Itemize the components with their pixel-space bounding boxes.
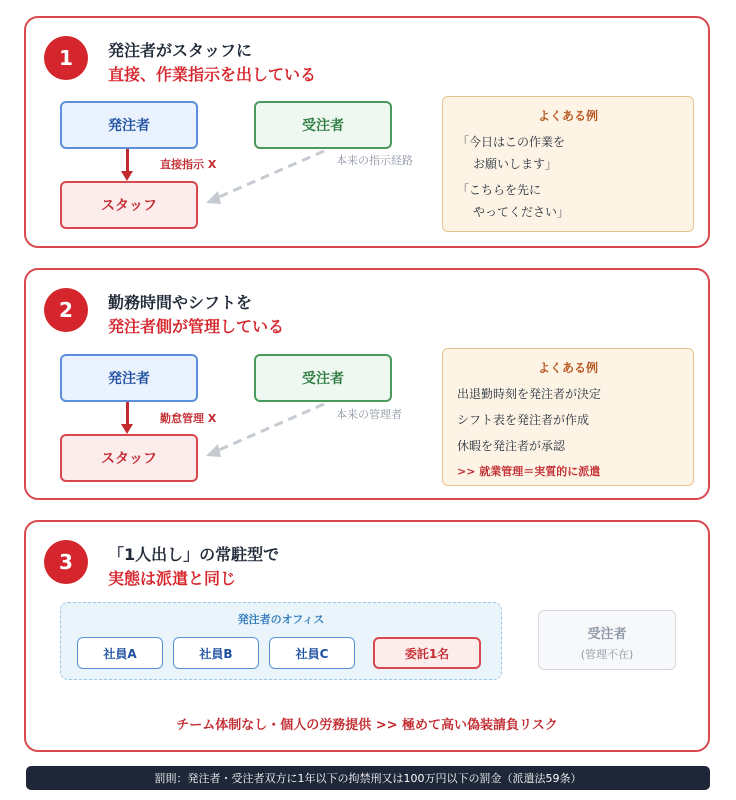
risk-statement: チーム体制なし・個人の労務提供 >> 極めて高い偽装請負リスク (176, 718, 558, 733)
example-line: お願いします」 (473, 157, 558, 171)
direct-instruction-label: 直接指示 X (160, 158, 217, 171)
section-number-badge: 1 (44, 36, 88, 80)
section-number-badge: 2 (44, 288, 88, 332)
contractor-box: 受注者 (254, 101, 392, 149)
proper-instruction-dashed-arrow (26, 18, 27, 19)
client-office-area (60, 602, 502, 680)
direct-instruction-arrow (126, 149, 129, 173)
attendance-control-arrow (126, 402, 129, 426)
absent-contractor-title: 受注者 (587, 627, 627, 642)
employee-box: 社員C (269, 637, 355, 669)
absent-contractor-note: (管理不在) (580, 648, 634, 661)
client-box: 発注者 (60, 101, 198, 149)
client-box: 発注者 (60, 354, 198, 402)
example-line: 「今日はこの作業を (457, 135, 566, 149)
example-line: やってください」 (473, 205, 570, 219)
section-1-card (24, 16, 710, 248)
section-2-card (24, 268, 710, 500)
example-box (442, 348, 694, 486)
contractor-box: 受注者 (254, 354, 392, 402)
example-line: 出退勤時刻を発注者が決定 (457, 387, 602, 401)
section-3-card (24, 520, 710, 752)
section-title-line2: 発注者側が管理している (108, 317, 285, 336)
example-title: よくある例 (537, 361, 598, 375)
staff-box: スタッフ (60, 181, 198, 229)
proper-manager-dashed-arrow (26, 270, 27, 271)
employee-box: 社員A (77, 637, 163, 669)
contractor-absent-box (538, 610, 676, 670)
section-number-badge: 3 (44, 540, 88, 584)
proper-manager-label: 本来の管理者 (336, 408, 402, 421)
section-title-line1: 発注者がスタッフに (108, 41, 253, 60)
outsourced-worker-box: 委託1名 (373, 637, 481, 669)
staff-box: スタッフ (60, 434, 198, 482)
proper-instruction-label: 本来の指示経路 (336, 154, 413, 167)
penalty-footer: 罰則：発注者・受注者双方に1年以下の拘禁刑又は100万円以下の罰金（派遣法59条） (26, 766, 710, 790)
example-line: 「こちらを先に (457, 183, 542, 197)
example-title: よくある例 (537, 109, 598, 123)
attendance-control-label: 勤怠管理 X (160, 412, 217, 425)
section-title-line1: 「1人出し」の常駐型で (108, 545, 280, 564)
section-title-line2: 実態は派遣と同じ (108, 569, 237, 588)
employee-box: 社員B (173, 637, 259, 669)
example-box (442, 96, 694, 232)
section-title-line1: 勤務時間やシフトを (108, 293, 253, 312)
example-conclusion: >> 就業管理＝実質的に派遣 (457, 465, 601, 478)
example-line: シフト表を発注者が作成 (457, 413, 590, 427)
example-line: 休暇を発注者が承認 (457, 439, 566, 453)
section-title-line2: 直接、作業指示を出している (108, 65, 317, 84)
client-office-label: 発注者のオフィス (237, 613, 325, 626)
